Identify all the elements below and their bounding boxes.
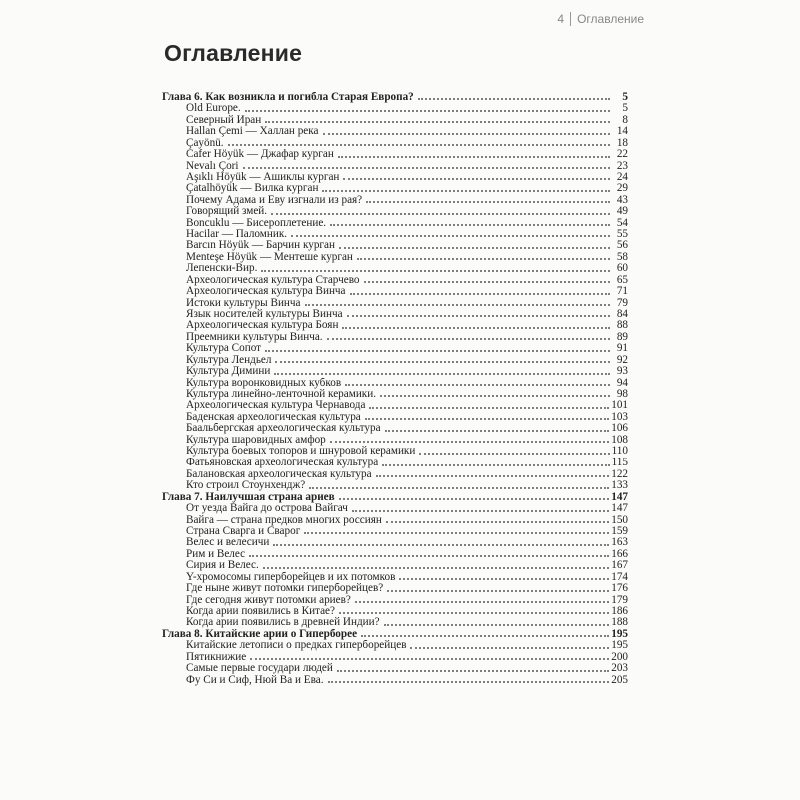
toc-entry (162, 183, 628, 194)
toc-page-number: 108 (611, 434, 628, 446)
dot-leader (399, 578, 609, 580)
toc-page-number: 163 (611, 537, 628, 549)
dot-leader (343, 178, 610, 180)
toc-page-number: 18 (616, 137, 628, 149)
toc-page-number: 65 (616, 274, 628, 286)
toc-entry (162, 549, 628, 560)
dot-leader (380, 395, 610, 397)
toc-entry (162, 355, 628, 366)
toc-page-number: 43 (616, 194, 628, 206)
toc-page-number: 147 (611, 503, 628, 515)
dot-leader (322, 190, 610, 192)
toc-entry (162, 103, 628, 114)
toc-entry-title: Говорящий змей. (186, 206, 268, 218)
dot-leader (350, 293, 610, 295)
toc-entry (162, 537, 628, 548)
toc-entry-title: Глава 7. Наилучшая страна ариев (162, 491, 335, 503)
dot-leader (274, 373, 610, 375)
toc-entry-title: Лепенски-Вир. (186, 263, 258, 275)
toc-entry-title: От уезда Вайга до острова Вайгач (186, 503, 348, 515)
dot-leader (386, 521, 609, 523)
dot-leader (382, 464, 609, 466)
toc-page-number: 110 (611, 446, 628, 458)
toc-entry (162, 675, 628, 686)
toc-entry-title: Страна Сварга и Сварог (186, 526, 301, 538)
toc-page-number: 24 (616, 171, 628, 183)
dot-leader (366, 201, 610, 203)
toc-entry-title: Когда арии появились в древней Индии? (186, 617, 380, 629)
running-head (557, 12, 644, 26)
dot-leader (338, 156, 610, 158)
toc-entry (162, 149, 628, 160)
dot-leader (339, 247, 610, 249)
page-number: 4 (557, 12, 565, 26)
toc-page-number: 188 (611, 617, 628, 629)
dot-leader (365, 418, 609, 420)
toc-entry (162, 115, 628, 126)
dot-leader (245, 110, 610, 112)
toc-entry-title: Где сегодня живут потомки ариев? (186, 594, 351, 606)
toc-entry-title: Глава 6. Как возникла и погибла Старая Европа? (162, 92, 414, 103)
dot-leader (339, 498, 610, 500)
dot-leader (250, 658, 609, 660)
toc-page-number: 79 (616, 297, 628, 309)
toc-entry-title: Истоки культуры Винча (186, 297, 301, 309)
dot-leader (330, 441, 609, 443)
toc-entry-title: Культура Лендьел (186, 354, 272, 366)
dot-leader (327, 338, 610, 340)
toc-page-number: 8 (622, 114, 628, 126)
toc-entry (162, 138, 628, 149)
toc-page-number: 159 (611, 526, 628, 538)
toc-entry (162, 332, 628, 343)
toc-entry-title: Культура шаровидных амфор (186, 434, 326, 446)
dot-leader (275, 361, 610, 363)
toc-entry-title: Археологическая культура Чернавода (186, 400, 366, 412)
toc-page-number: 167 (611, 560, 628, 572)
toc-page-number: 122 (611, 468, 628, 480)
toc-page-number: 49 (616, 206, 628, 218)
dot-leader (305, 304, 610, 306)
dot-leader (384, 624, 610, 626)
toc-page-number: 14 (616, 126, 628, 138)
toc-entry (162, 663, 628, 674)
toc-page-number: 56 (616, 240, 628, 252)
dot-leader (385, 430, 610, 432)
toc-page-number: 55 (616, 229, 628, 241)
toc-page-number: 91 (616, 343, 628, 355)
toc-entry-title: Рим и Велес (186, 548, 246, 560)
toc-entry (162, 206, 628, 217)
toc-entry-title: Баденская археологическая культура (186, 411, 361, 423)
toc-entry (162, 515, 628, 526)
toc-entry-title: Сирия и Велес. (186, 560, 259, 572)
dot-leader (323, 133, 611, 135)
toc-entry (162, 298, 628, 309)
dot-leader (265, 121, 610, 123)
toc-entry (162, 606, 628, 617)
toc-page-number: 115 (611, 457, 628, 469)
toc-page-number: 195 (611, 628, 628, 640)
toc-entry-title: Культура линейно-ленточной керамики. (186, 388, 377, 400)
dot-leader (330, 224, 610, 226)
toc-page-number: 147 (611, 491, 628, 503)
toc-page-number: 92 (616, 354, 628, 366)
toc-entry (162, 640, 628, 651)
toc-page-number: 23 (616, 160, 628, 172)
toc-entry (162, 161, 628, 172)
dot-leader (355, 601, 609, 603)
toc-chapter-entry (162, 92, 628, 103)
toc-entry (162, 446, 628, 457)
toc-entry (162, 343, 628, 354)
toc-page-number: 150 (611, 514, 628, 526)
toc-entry (162, 286, 628, 297)
toc-entry-title: Археологическая культура Винча (186, 286, 346, 298)
toc-entry-title: Археологическая культура Боян (186, 320, 339, 332)
toc-entry (162, 126, 628, 137)
toc-entry-title: Çayönü. (186, 137, 224, 149)
toc-chapter-entry (162, 629, 628, 640)
dot-leader (309, 487, 609, 489)
toc-entry (162, 400, 628, 411)
dot-leader (328, 681, 610, 683)
dot-leader (369, 407, 609, 409)
dot-leader (418, 98, 610, 100)
toc-page-number: 58 (616, 251, 628, 263)
dot-leader (345, 384, 610, 386)
toc-entry (162, 583, 628, 594)
page-title: Оглавление (164, 40, 303, 66)
toc-entry (162, 469, 628, 480)
toc-entry (162, 218, 628, 229)
toc-page-number: 101 (611, 400, 628, 412)
dot-leader (263, 567, 609, 569)
dot-leader (273, 544, 609, 546)
toc-entry-title: Балановская археологическая культура (186, 468, 372, 480)
toc-page-number: 89 (616, 331, 628, 343)
toc-entry (162, 423, 628, 434)
toc-entry-title: Велес и велесичи (186, 537, 270, 549)
dot-leader (347, 315, 610, 317)
dot-leader (265, 350, 610, 352)
toc-entry-title: Фатьяновская археологическая культура (186, 457, 379, 469)
toc-entry (162, 378, 628, 389)
toc-entry (162, 480, 628, 491)
dot-leader (364, 281, 610, 283)
table-of-contents (162, 92, 628, 686)
toc-entry (162, 229, 628, 240)
toc-page-number: 179 (611, 594, 628, 606)
toc-chapter-entry (162, 492, 628, 503)
toc-entry (162, 412, 628, 423)
toc-page-number: 103 (611, 411, 628, 423)
toc-entry-title: Nevalı Çori (186, 160, 239, 172)
toc-entry (162, 458, 628, 469)
toc-page-number: 174 (611, 571, 628, 583)
dot-leader (339, 612, 609, 614)
toc-page-number: 94 (616, 377, 628, 389)
toc-entry-title: Культура боевых топоров и шнуровой керамики (186, 446, 416, 458)
dot-leader (304, 532, 609, 534)
toc-entry-title: Hacilar — Паломник. (186, 229, 288, 241)
toc-page-number: 93 (616, 366, 628, 378)
toc-entry-title: Самые первые государи людей (186, 663, 333, 675)
toc-entry (162, 320, 628, 331)
toc-entry-title: Пятикнижие (186, 651, 247, 663)
toc-entry-title: Old Europe. (186, 103, 241, 115)
toc-entry (162, 366, 628, 377)
toc-entry-title: Язык носителей культуры Винча (186, 309, 343, 320)
toc-entry (162, 389, 628, 400)
toc-entry-title: Культура Димини (186, 366, 271, 378)
dot-leader (387, 590, 609, 592)
toc-page-number: 88 (616, 320, 628, 332)
toc-entry-title: Где ныне живут потомки гиперборейцев? (186, 583, 384, 595)
toc-page-number: 106 (611, 423, 628, 435)
toc-entry-title: Фу Си и Сиф, Нюй Ва и Ева. (186, 674, 324, 686)
toc-page-number: 186 (611, 605, 628, 617)
dot-leader (243, 167, 610, 169)
toc-entry (162, 195, 628, 206)
toc-page-number: 22 (616, 149, 628, 161)
toc-page-number: 195 (611, 640, 628, 652)
toc-page-number: 98 (616, 388, 628, 400)
toc-entry (162, 503, 628, 514)
toc-entry-title: Boncuklu — Бисероплетение. (186, 217, 327, 229)
toc-entry-title: Китайские летописи о предках гиперборейцев (186, 640, 407, 652)
toc-entry-title: Cafer Höyük — Джафар курган (186, 149, 334, 161)
toc-entry-title: Y-хромосомы гиперборейцев и их потомков (186, 571, 396, 583)
toc-page-number: 200 (611, 651, 628, 663)
toc-page-number: 71 (616, 286, 628, 298)
toc-entry-title: Культура Сопот (186, 343, 262, 355)
dot-leader (271, 213, 610, 215)
toc-page-number: 29 (616, 183, 628, 195)
toc-entry (162, 252, 628, 263)
toc-page-number: 176 (611, 583, 628, 595)
toc-page-number: 166 (611, 548, 628, 560)
dot-leader (337, 670, 609, 672)
toc-entry-title: Северный Иран (186, 114, 262, 126)
toc-page-number: 84 (616, 309, 628, 320)
running-head-title: Оглавление (577, 12, 644, 26)
toc-entry (162, 652, 628, 663)
toc-entry-title: Aşıklı Höyük — Ашиклы курган (186, 171, 340, 183)
toc-entry (162, 240, 628, 251)
toc-entry-title: Археологическая культура Старчево (186, 274, 360, 286)
toc-page-number: 5 (622, 92, 628, 103)
toc-entry (162, 526, 628, 537)
toc-entry-title: Hallan Çemi — Халлан река (186, 126, 319, 138)
dot-leader (376, 475, 610, 477)
toc-entry (162, 263, 628, 274)
toc-entry-title: Глава 8. Китайские арии о Гиперборее (162, 628, 358, 640)
toc-entry-title: Barcın Höyük — Барчин курган (186, 240, 335, 252)
dot-leader (261, 270, 610, 272)
toc-entry-title: Почему Адама и Еву изгнали из рая? (186, 194, 363, 206)
toc-entry-title: Баальбергская археологическая культура (186, 423, 381, 435)
dot-leader (228, 144, 610, 146)
dot-leader (357, 258, 610, 260)
divider (570, 12, 571, 26)
toc-entry-title: Кто строил Стоунхендж? (186, 480, 306, 492)
dot-leader (419, 453, 609, 455)
toc-entry (162, 572, 628, 583)
toc-entry-title: Преемники культуры Винча. (186, 331, 323, 343)
toc-entry (162, 560, 628, 571)
toc-entry-title: Когда арии появились в Китае? (186, 605, 335, 617)
toc-page-number: 133 (611, 480, 628, 492)
dot-leader (361, 635, 609, 637)
toc-entry-title: Çatalhöyük — Вилка курган (186, 183, 319, 195)
toc-page-number: 203 (611, 663, 628, 675)
toc-entry (162, 595, 628, 606)
toc-entry (162, 309, 628, 320)
toc-entry (162, 275, 628, 286)
dot-leader (352, 510, 609, 512)
dot-leader (291, 235, 610, 237)
dot-leader (249, 555, 609, 557)
toc-page-number: 60 (616, 263, 628, 275)
toc-entry-title: Культура воронковидных кубков (186, 377, 342, 389)
toc-page-number: 205 (611, 674, 628, 686)
toc-entry (162, 617, 628, 628)
dot-leader (410, 647, 609, 649)
toc-page-number: 54 (616, 217, 628, 229)
toc-entry-title: Menteşe Höyük — Ментеше курган (186, 251, 353, 263)
toc-page-number: 5 (622, 103, 628, 115)
dot-leader (342, 327, 610, 329)
toc-entry (162, 172, 628, 183)
toc-entry-title: Вайга — страна предков многих россиян (186, 514, 382, 526)
toc-entry (162, 435, 628, 446)
